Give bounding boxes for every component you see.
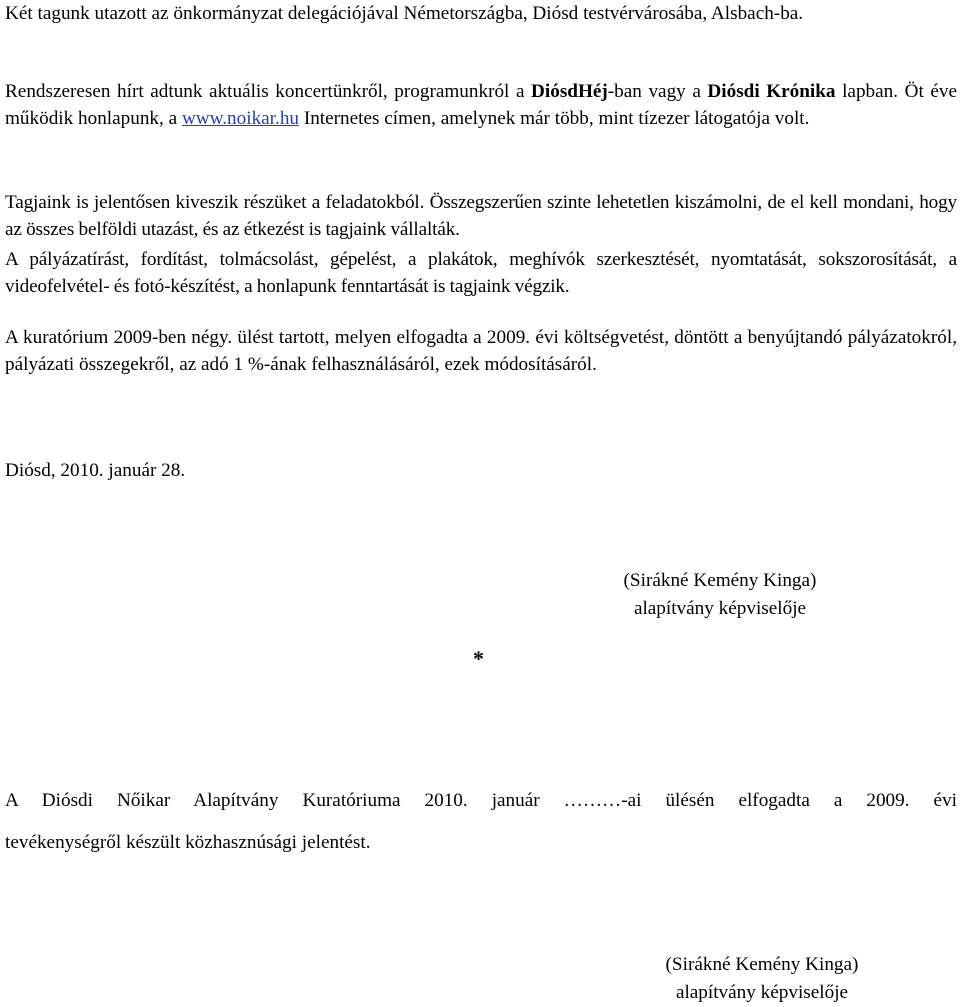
paragraph-press-text-3: lapban. Öt éve működik honlapunk, a <box>5 81 957 129</box>
signature-block-1 <box>590 567 850 623</box>
paragraph-press-text-2: -ban vagy a <box>607 81 708 102</box>
signature-2-name: (Sirákné Kemény Kinga) <box>665 954 859 975</box>
paragraph-press-text-4: Internetes címen, amelynek már több, mint tízezer látogatója volt. <box>299 108 810 129</box>
approval-line-2: tevékenységről készült közhasznúsági jelentést. <box>5 832 371 853</box>
paragraph-board-meetings: A kuratórium 2009-ben négy. ülést tartott, melyen elfogadta a 2009. évi költségvetést, döntött a benyújtandó pályázatokról, pályázati összegekről, az adó 1 %-ának felhasználásáról, ezek módosításáról. <box>5 327 957 375</box>
signature-2-role: alapítvány képviselője <box>675 982 849 1003</box>
approval-line-1: A Diósdi Nőikar Alapítvány Kuratóriuma 2010. január ………-ai ülésén elfogadta a 2009. évi <box>5 790 957 811</box>
publication-diosdi-kronika: Diósdi Krónika <box>707 81 836 102</box>
paragraph-delegation: Két tagunk utazott az önkormányzat delegációjával Németországba, Diósd testvérvárosába, Alsbach-ba. <box>5 3 804 24</box>
date-line: Diósd, 2010. január 28. <box>5 460 186 481</box>
paragraph-press-text-1: Rendszeresen hírt adtunk aktuális koncertünkről, programunkról a <box>5 81 532 102</box>
publication-diosdhej: DiósdHéj <box>531 81 608 102</box>
website-link-domain: www.noikar. <box>181 108 280 129</box>
website-link-tld: hu <box>279 108 300 129</box>
paragraph-members-work: A pályázatírást, fordítást, tolmácsolást, gépelést, a plakátok, meghívók szerkesztését, nyomtatását, sokszorosítását, a videofelvétel- és fotó-készítést, a honlapunk fenntartását is tagjaink végzik. <box>5 249 957 297</box>
signature-1-role: alapítvány képviselője <box>633 598 807 619</box>
website-link[interactable] <box>182 108 299 129</box>
paragraph-members-tasks: Tagjaink is jelentősen kiveszik részüket a feladatokból. Összegszerűen szinte lehetetlen kiszámolni, de el kell mondani, hogy az összes belföldi utazást, és az étkezést is tagjaink vállalták. <box>5 192 957 240</box>
paragraph-press-website <box>5 78 957 132</box>
section-separator: * <box>473 646 484 671</box>
signature-block-2 <box>632 951 892 1007</box>
signature-1-name: (Sirákné Kemény Kinga) <box>623 570 817 591</box>
